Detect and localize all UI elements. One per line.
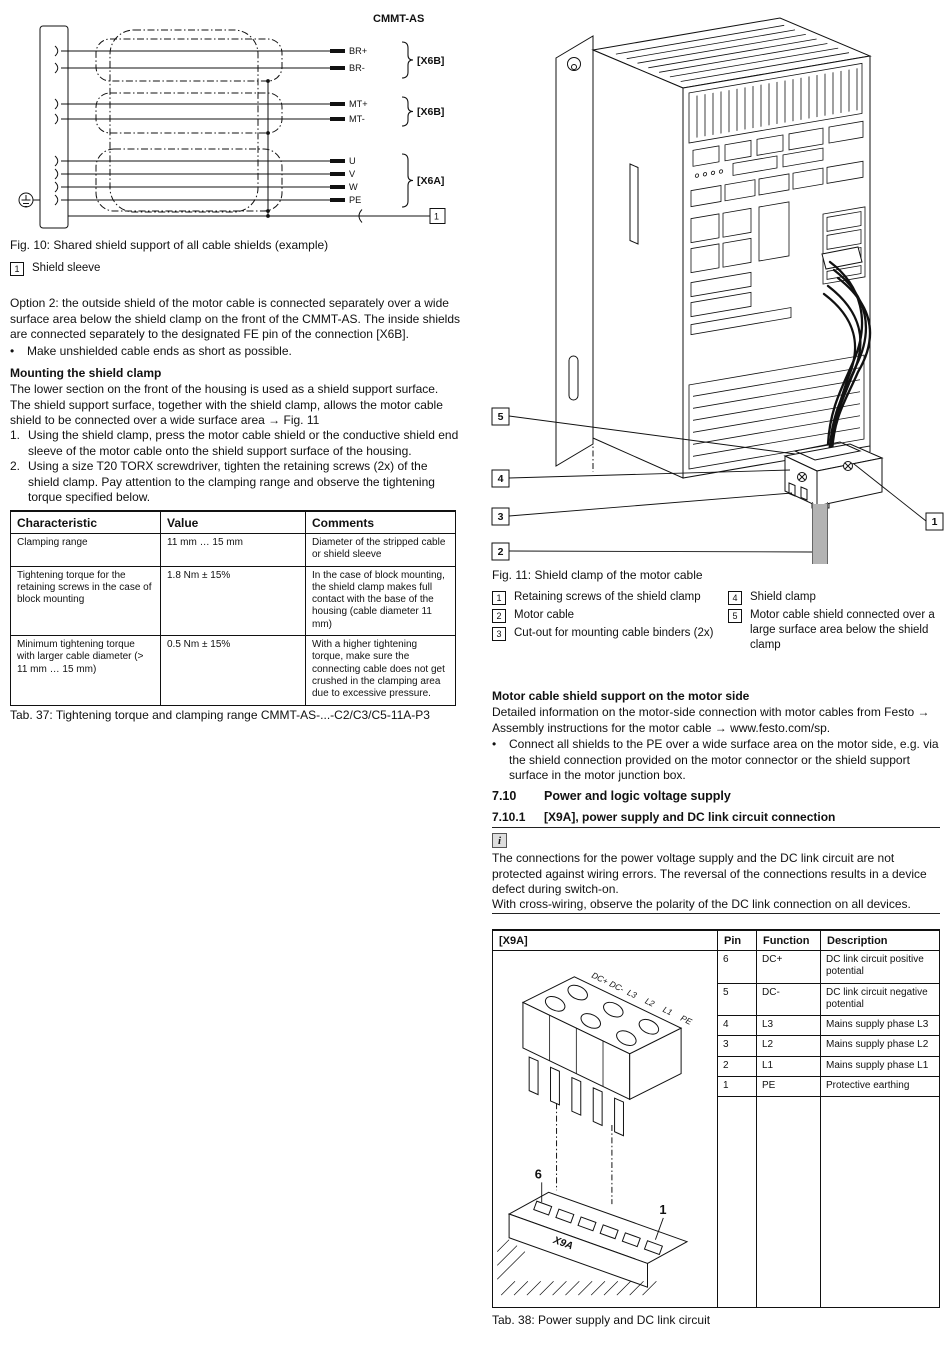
column-header: Characteristic [17,516,98,530]
svg-text:4: 4 [497,473,504,485]
cell-pin: 5 [717,984,756,1017]
legend-label: Shield clamp [750,591,816,603]
table-37-caption: Tab. 37: Tightening torque and clamping range CMMT-AS-...-C2/C3/C5-11A-P3 [10,708,430,722]
table-38 [492,929,940,1308]
pin-number-1: 1 [659,1202,667,1218]
fig10-wiring-diagram [10,6,455,234]
pin-number-6: 6 [534,1166,542,1182]
legend-label: Shield sleeve [32,262,101,274]
section-7-10 [492,789,940,803]
legend-item [10,261,100,276]
mating-guides [557,1103,612,1204]
cell-description: Mains supply phase L1 [820,1057,939,1077]
section-7-10-1 [492,810,940,824]
motor-cable [813,502,828,564]
option2-paragraph: Option 2: the outside shield of the motor cable is connected separately over a wide surface area below the shield clamp on the front of the CMMT-AS. The inside shields are connected separately to the designated FE pin of the connection [X6B]. [10,296,461,342]
bullet-text: • Make unshielded cable ends as short as possible. [27,344,292,358]
legend-label: Motor cable [514,609,575,621]
section-number: 7.10 [492,789,517,803]
svg-text:L2: L2 [643,995,657,1009]
cell-description: Mains supply phase L2 [820,1036,939,1056]
legend-marker: 3 [492,627,506,641]
section-title: [X9A], power supply and DC link circuit connection [544,810,836,824]
cell-function: L2 [756,1036,820,1056]
svg-text:PE: PE [349,195,362,205]
step-number: 2. [10,459,21,474]
cell-comments: Diameter of the stripped cable or shield sleeve [305,534,455,566]
motor-side-heading: Motor cable shield support on the motor side [492,689,750,703]
mounting-intro: The lower section on the front of the housing is used as a shield support surface. The shield support surface, together with the shield clamp, allows the motor cable shield to be connected over a wide surface area → Fig. 11 [10,382,443,428]
cell-function: DC+ [756,951,820,984]
socket-name-label: X9A [551,1235,575,1253]
svg-text:1: 1 [931,516,938,528]
legend-label: Retaining screws of the shield clamp [514,591,701,603]
legend-item [728,608,942,652]
cell-description: DC link circuit negative potential [820,984,939,1017]
fig10-linework [19,26,445,228]
svg-text:L3: L3 [625,987,639,1001]
earth-symbol [19,193,40,207]
table-38-caption: Tab. 38: Power supply and DC link circuit [492,1313,711,1327]
divider [492,827,940,828]
column-header: Description [820,931,939,950]
cell-description: Mains supply phase L3 [820,1016,939,1036]
wires [61,51,330,200]
legend-marker: 5 [728,609,742,623]
fig10-legend [10,261,100,279]
fig11-device-illustration [490,4,945,566]
mounting-plate [556,36,593,466]
legend-label: Cut-out for mounting cable binders (2x) [514,627,714,639]
cell-empty [756,1097,820,1308]
cell-empty [820,1097,939,1308]
bullet-item [492,737,942,784]
svg-text:BR+: BR+ [349,46,368,56]
note-paragraph: With cross-wiring, observe the polarity of the DC link connection on all devices. [492,897,911,911]
cell-characteristic: Minimum tightening torque with larger cable diameter (> 11 mm … 15 mm) [17,639,144,675]
column-header: Value [160,512,305,533]
cell-description: Protective earthing [820,1077,939,1097]
svg-text:PE: PE [679,1012,694,1027]
x9a-connector-illustration [493,951,717,1308]
svg-text:[X6B]: [X6B] [417,55,445,67]
cell-comments: In the case of block mounting, the shield clamp makes full contact with the base of the housing (cable diameter 11 mm) [305,567,455,635]
column-header: Function [756,931,820,950]
cell-pin: 1 [717,1077,756,1097]
column-header: Pin [717,931,756,950]
section-number: 7.10.1 [492,810,526,824]
fig11-caption: Fig. 11: Shield clamp of the motor cable [492,568,703,582]
cell-value: 1.8 Nm ± 15% [160,567,305,635]
legend-item [492,626,714,641]
pin-contacts [55,46,58,205]
side-face [593,50,683,478]
connector-labels [417,55,444,187]
note-paragraph: The connections for the power voltage supply and the DC link circuit are not protected against wiring errors. The reversal of the connections results in a device defect during switch-on. [492,851,927,897]
step-text: Using a size T20 TORX screwdriver, tighten the retaining screws (2x) of the shield clamp. Pay attention to the clamping range and observe the tightening torque specified below. [28,459,435,505]
cell-function: L3 [756,1016,820,1036]
braces [402,42,413,207]
cell-empty [717,1097,756,1308]
svg-text:3: 3 [497,511,504,523]
terminal-bars [330,49,345,202]
step-item [10,459,462,506]
legend-marker: 2 [492,609,506,623]
fig11-legend-right [728,590,942,655]
bullet-text: • Connect all shields to the PE over a wide surface area on the motor side, e.g. via the shield connection provided on the motor connector or the shield support surface in the motor junction box. [509,737,939,783]
table-37 [10,510,456,706]
cell-function: DC- [756,984,820,1017]
section-title: Power and logic voltage supply [544,789,731,803]
table-row [11,566,455,635]
table-37-header [11,512,455,533]
svg-text:U: U [349,156,356,166]
table-row [11,533,455,566]
svg-text:[X6A]: [X6A] [417,175,445,187]
svg-text:BR-: BR- [349,63,365,73]
fig10-caption: Fig. 10: Shared shield support of all cable shields (example) [10,238,329,252]
cell-value: 0.5 Nm ± 15% [160,636,305,704]
cell-pin: 3 [717,1036,756,1056]
cell-comments: With a higher tightening torque, make sure the connecting cable does not get crushed in the clamping area due to excessive pressure. [305,636,455,704]
legend-item [492,608,714,623]
cell-pin: 4 [717,1016,756,1036]
cell-value: 11 mm … 15 mm [160,534,305,566]
svg-text:DC-: DC- [607,978,626,995]
svg-text:[X6B]: [X6B] [417,106,445,118]
legend-label: Motor cable shield connected over a large surface area below the shield clamp [750,609,935,651]
front-face [683,56,870,478]
bullet-item [10,344,462,360]
svg-text:5: 5 [497,411,504,423]
info-icon: i [492,833,507,848]
svg-text:V: V [349,169,356,179]
legend-item [728,590,942,605]
legend-marker: 1 [10,262,24,276]
cell-characteristic: Tightening torque for the retaining screws in the case of block mounting [17,569,152,606]
mounting-heading: Mounting the shield clamp [10,366,162,380]
svg-text:2: 2 [497,546,504,558]
svg-text:W: W [349,182,358,192]
cell-characteristic: Clamping range [17,537,88,548]
svg-text:L1: L1 [661,1004,675,1018]
divider [492,913,940,914]
legend-marker: 1 [492,591,506,605]
callout-number: 1 [434,211,440,222]
legend-item [492,590,714,605]
table-38-body [493,951,939,1308]
cell-description: DC link circuit positive potential [820,951,939,984]
motor-side-paragraph: Detailed information on the motor-side connection with motor cables from Festo → Assembly instructions for the motor cable → www.festo.com/sp. [492,705,930,735]
table-38-header [493,931,939,951]
cell-pin: 2 [717,1057,756,1077]
step-text: Using the shield clamp, press the motor cable shield or the conductive shield end sleeve of the motor cable onto the shield support surface of the housing. [28,428,459,458]
fig11-legend-left [492,590,714,644]
cell-function: L1 [756,1057,820,1077]
corner-header: [X9A] [499,935,528,947]
step-number: 1. [10,428,21,442]
table-row [11,635,455,704]
connector-housing [40,26,68,228]
mounting-steps [10,428,462,506]
device-label: CMMT-AS [373,13,425,25]
step-item [10,428,462,459]
column-header: Comments [305,512,455,533]
terminal-labels [349,46,368,205]
svg-text:MT-: MT- [349,114,365,124]
legend-marker: 4 [728,591,742,605]
shield-outlines [96,30,282,212]
cell-pin: 6 [717,951,756,984]
x9a-connector-drawing [495,955,713,1301]
svg-text:DC+: DC+ [590,969,610,987]
svg-text:MT+: MT+ [349,99,368,109]
cell-function: PE [756,1077,820,1097]
